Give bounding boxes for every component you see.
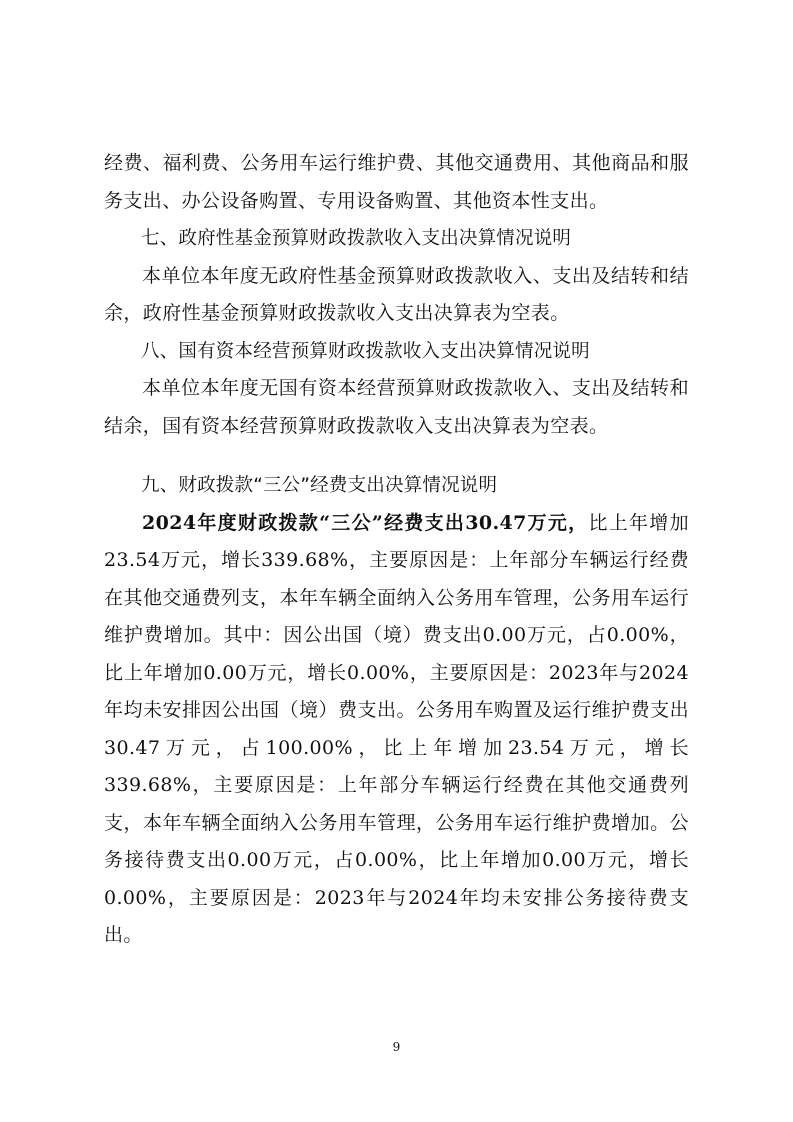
section-7-heading: 七、政府性基金预算财政拨款收入支出决算情况说明 <box>141 228 572 249</box>
section-7-paragraph: 本单位本年度无政府性基金预算财政拨款收入、支出及结转和结余，政府性基金预算财政拨款收入支出决算表为空表。 <box>104 264 689 324</box>
section-9-body: 比上年增加23.54万元，增长339.68%，主要原因是：上年部分车辆运行经费在其他交通费列支，本年车辆全面纳入公务用车管理，公务用车运行维护费增加。其中：因公出国（境）费支出0.00万元，占0.00%，比上年增加0.00万元，增长0.00%，主要原因是：2023年与2024年均未安排因公出国（境）费支出。公务用车购置及运行维护费支出30.47万元，占100.00%，比上年增加23.54万元，增长339.68%，主要原因是：上年部分车辆运行经费在其他交通费列支，本年车辆全面纳入公务用车管理，公务用车运行维护费增加。公务接待费支出0.00万元，占0.00%，比上年增加0.00万元，增长0.00%，主要原因是：2023年与2024年均未安排公务接待费支出。 <box>104 511 689 946</box>
section-9-heading: 九、财政拨款“三公”经费支出决算情况说明 <box>141 475 498 496</box>
section-8-paragraph: 本单位本年度无国有资本经营预算财政拨款收入、支出及结转和结余，国有资本经营预算财政拨款收入支出决算表为空表。 <box>104 377 689 437</box>
content-lower <box>104 467 689 955</box>
continuation-paragraph: 经费、福利费、公务用车运行维护费、其他交通费用、其他商品和服务支出、办公设备购置、专用设备购置、其他资本性支出。 <box>104 152 689 212</box>
content-upper <box>104 145 689 445</box>
page-number: 9 <box>392 1040 401 1054</box>
section-9-lead-bold: 2024年度财政拨款“三公”经费支出30.47万元， <box>142 511 589 534</box>
section-8-heading: 八、国有资本经营预算财政拨款收入支出决算情况说明 <box>141 340 590 362</box>
section-9-paragraph <box>104 505 689 955</box>
